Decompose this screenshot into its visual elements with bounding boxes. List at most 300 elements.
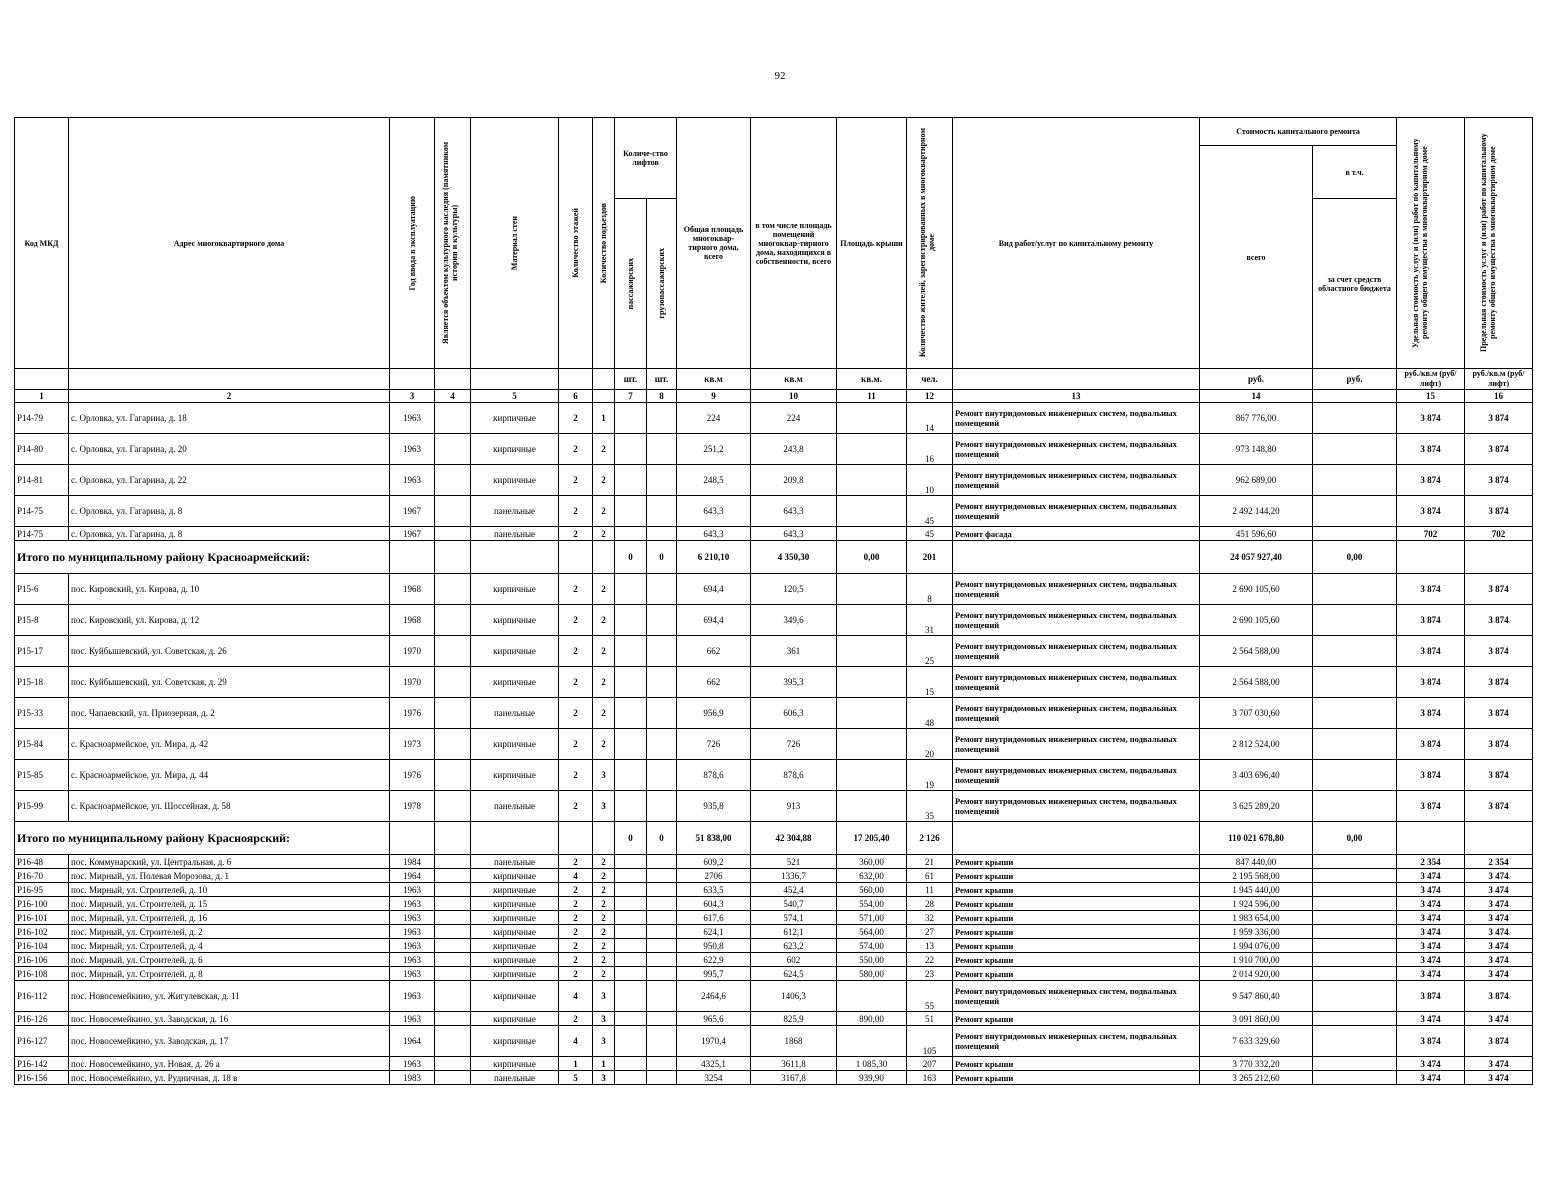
header-cost-regional: за счет средств областного бюджета (1313, 199, 1397, 369)
max-cost: 3 474 (1465, 967, 1533, 981)
heritage-cell (435, 981, 471, 1012)
column-number: 7 (615, 390, 647, 403)
residents: 23 (907, 967, 953, 981)
repair-cost: 3 625 289,20 (1200, 791, 1313, 822)
owned-area: 1336,7 (751, 869, 837, 883)
wall-material: кирпичные (471, 403, 559, 434)
floors: 2 (559, 925, 593, 939)
mkd-code: Р14-75 (15, 496, 69, 527)
unit-cost: 3 874 (1397, 434, 1465, 465)
table-row (15, 897, 1533, 911)
regional-cost (1313, 605, 1397, 636)
unit-cost: 3 474 (1397, 953, 1465, 967)
heritage-cell (435, 897, 471, 911)
max-cost: 3 874 (1465, 698, 1533, 729)
address: пос. Мирный, ул. Строителей, д. 8 (69, 967, 390, 981)
heritage-cell (435, 527, 471, 541)
floors: 2 (559, 403, 593, 434)
table-row (15, 698, 1533, 729)
total-regional-cost: 0,00 (1313, 541, 1397, 574)
max-cost: 3 474 (1465, 953, 1533, 967)
mkd-code: Р16-156 (15, 1071, 69, 1085)
roof-area (837, 729, 907, 760)
lifts-pass (615, 911, 647, 925)
roof-area (837, 981, 907, 1012)
address: с. Орловка, ул. Гагарина, д. 20 (69, 434, 390, 465)
empty-cell (471, 541, 559, 574)
work-type: Ремонт крыши (953, 897, 1200, 911)
lifts-pass (615, 925, 647, 939)
total-lifts-cargo: 0 (647, 541, 677, 574)
roof-area: 564,00 (837, 925, 907, 939)
header-work-type: Вид работ/услуг по капитальному ремонту (953, 118, 1200, 369)
floors: 2 (559, 496, 593, 527)
heritage-cell (435, 465, 471, 496)
header-lifts: Количе-ство лифтов (615, 118, 677, 199)
year-built: 1964 (390, 869, 435, 883)
lifts-cargo (647, 1012, 677, 1026)
entrances: 2 (593, 883, 615, 897)
column-number: 15 (1397, 390, 1465, 403)
wall-material: кирпичные (471, 574, 559, 605)
year-built: 1963 (390, 911, 435, 925)
residents: 207 (907, 1057, 953, 1071)
header-cost: Стоимость капитального ремонта (1200, 118, 1397, 146)
header-cost-incl: в т.ч. (1313, 146, 1397, 199)
wall-material: кирпичные (471, 434, 559, 465)
year-built: 1978 (390, 791, 435, 822)
regional-cost (1313, 953, 1397, 967)
lifts-cargo (647, 403, 677, 434)
unit-cost: 3 874 (1397, 496, 1465, 527)
owned-area: 624,5 (751, 967, 837, 981)
wall-material: кирпичные (471, 667, 559, 698)
work-type: Ремонт крыши (953, 869, 1200, 883)
owned-area: 1406,3 (751, 981, 837, 1012)
unit-people: чел. (907, 369, 953, 390)
total-area: 1970,4 (677, 1026, 751, 1057)
lifts-cargo (647, 911, 677, 925)
owned-area: 574,1 (751, 911, 837, 925)
roof-area: 550,00 (837, 953, 907, 967)
year-built: 1970 (390, 636, 435, 667)
empty-cell (435, 822, 471, 855)
column-number: 6 (559, 390, 593, 403)
heritage-cell (435, 760, 471, 791)
table-row (15, 605, 1533, 636)
mkd-code: Р16-108 (15, 967, 69, 981)
total-roof-area: 0,00 (837, 541, 907, 574)
total-residents: 2 126 (907, 822, 953, 855)
max-cost: 3 874 (1465, 434, 1533, 465)
residents: 15 (907, 667, 953, 698)
owned-area: 726 (751, 729, 837, 760)
entrances: 3 (593, 981, 615, 1012)
year-built: 1963 (390, 925, 435, 939)
unit-cost: 3 874 (1397, 403, 1465, 434)
repair-cost: 2 564 588,00 (1200, 636, 1313, 667)
column-number: 9 (677, 390, 751, 403)
roof-area: 360,00 (837, 855, 907, 869)
work-type: Ремонт внутридомовых инженерных систем, подвальных помещений (953, 981, 1200, 1012)
work-type: Ремонт внутридомовых инженерных систем, подвальных помещений (953, 403, 1200, 434)
total-cost: 24 057 927,40 (1200, 541, 1313, 574)
heritage-cell (435, 496, 471, 527)
lifts-cargo (647, 925, 677, 939)
owned-area: 612,1 (751, 925, 837, 939)
lifts-pass (615, 698, 647, 729)
year-built: 1963 (390, 967, 435, 981)
mkd-code: Р15-99 (15, 791, 69, 822)
year-built: 1967 (390, 527, 435, 541)
residents: 105 (907, 1026, 953, 1057)
regional-cost (1313, 869, 1397, 883)
address: пос. Мирный, ул. Строителей, д. 2 (69, 925, 390, 939)
max-cost: 3 874 (1465, 605, 1533, 636)
mkd-code: Р15-8 (15, 605, 69, 636)
unit-cost: 3 874 (1397, 698, 1465, 729)
repair-cost: 3 770 332,20 (1200, 1057, 1313, 1071)
lifts-cargo (647, 729, 677, 760)
owned-area: 361 (751, 636, 837, 667)
lifts-pass (615, 869, 647, 883)
repair-cost: 2 812 524,00 (1200, 729, 1313, 760)
work-type: Ремонт внутридомовых инженерных систем, подвальных помещений (953, 574, 1200, 605)
entrances: 3 (593, 1071, 615, 1085)
mkd-code: Р15-6 (15, 574, 69, 605)
column-number: 14 (1200, 390, 1313, 403)
owned-area: 395,3 (751, 667, 837, 698)
address: пос. Новосемейкино, ул. Заводская, д. 16 (69, 1012, 390, 1026)
roof-area: 571,00 (837, 911, 907, 925)
total-area: 662 (677, 667, 751, 698)
repair-cost: 2 690 105,60 (1200, 574, 1313, 605)
work-type: Ремонт крыши (953, 939, 1200, 953)
work-type: Ремонт крыши (953, 925, 1200, 939)
heritage-cell (435, 953, 471, 967)
capital-repair-table (14, 117, 1533, 1085)
regional-cost (1313, 698, 1397, 729)
floors: 2 (559, 939, 593, 953)
owned-area: 825,9 (751, 1012, 837, 1026)
floors: 2 (559, 667, 593, 698)
address: пос. Кировский, ул. Кирова, д. 12 (69, 605, 390, 636)
wall-material: кирпичные (471, 953, 559, 967)
empty-cell (1465, 541, 1533, 574)
floors: 2 (559, 855, 593, 869)
wall-material: панельные (471, 698, 559, 729)
lifts-pass (615, 883, 647, 897)
heritage-cell (435, 1012, 471, 1026)
unit-cost: 3 474 (1397, 1071, 1465, 1085)
work-type: Ремонт крыши (953, 1071, 1200, 1085)
total-regional-cost: 0,00 (1313, 822, 1397, 855)
table-row (15, 1057, 1533, 1071)
address: пос. Мирный, ул. Строителей, д. 15 (69, 897, 390, 911)
regional-cost (1313, 527, 1397, 541)
lifts-pass (615, 967, 647, 981)
floors: 4 (559, 981, 593, 1012)
address: с. Красноармейское, ул. Мира, д. 44 (69, 760, 390, 791)
header-max-cost: Предельная стоимость услуг и (или) работ по капитальному ремонту общего имущества в многоквартирном доме (1465, 118, 1533, 369)
empty-cell (559, 822, 593, 855)
header-lifts-cargo: грузопассажирских (647, 199, 677, 369)
column-number: 4 (435, 390, 471, 403)
regional-cost (1313, 897, 1397, 911)
repair-cost: 1 910 700,00 (1200, 953, 1313, 967)
mkd-code: Р16-142 (15, 1057, 69, 1071)
empty-cell (953, 822, 1200, 855)
entrances: 2 (593, 605, 615, 636)
floors: 2 (559, 527, 593, 541)
wall-material: кирпичные (471, 1057, 559, 1071)
mkd-code: Р15-84 (15, 729, 69, 760)
max-cost: 3 474 (1465, 939, 1533, 953)
heritage-cell (435, 855, 471, 869)
header-heritage: Является объектом культурного наследия (памятником истории и культуры) (435, 118, 471, 369)
regional-cost (1313, 667, 1397, 698)
heritage-cell (435, 667, 471, 698)
column-number: 10 (751, 390, 837, 403)
address: пос. Куйбышевский, ул. Советская, д. 26 (69, 636, 390, 667)
header-total-area: Общая площадь многоквар-тирного дома, всего (677, 118, 751, 369)
total-area: 694,4 (677, 605, 751, 636)
unit-cost: 3 874 (1397, 636, 1465, 667)
regional-cost (1313, 1026, 1397, 1057)
page-number: 92 (774, 70, 786, 82)
regional-cost (1313, 574, 1397, 605)
address: пос. Коммунарский, ул. Центральная, д. 6 (69, 855, 390, 869)
year-built: 1963 (390, 953, 435, 967)
year-built: 1983 (390, 1071, 435, 1085)
wall-material: кирпичные (471, 605, 559, 636)
roof-area (837, 636, 907, 667)
residents: 25 (907, 636, 953, 667)
residents: 45 (907, 527, 953, 541)
lifts-cargo (647, 605, 677, 636)
unit-sqm: кв.м (677, 369, 751, 390)
total-area: 51 838,00 (677, 822, 751, 855)
total-area: 965,6 (677, 1012, 751, 1026)
total-area: 935,8 (677, 791, 751, 822)
heritage-cell (435, 1057, 471, 1071)
repair-cost: 1 945 440,00 (1200, 883, 1313, 897)
floors: 2 (559, 911, 593, 925)
address: пос. Новосемейкино, ул. Жигулевская, д. 11 (69, 981, 390, 1012)
header-code: Код МКД (15, 118, 69, 369)
address: пос. Мирный, ул. Строителей, д. 6 (69, 953, 390, 967)
year-built: 1963 (390, 883, 435, 897)
lifts-pass (615, 527, 647, 541)
repair-cost: 973 148,80 (1200, 434, 1313, 465)
table-row (15, 465, 1533, 496)
owned-area: 913 (751, 791, 837, 822)
total-roof-area: 17 205,40 (837, 822, 907, 855)
floors: 2 (559, 605, 593, 636)
owned-area: 602 (751, 953, 837, 967)
total-area: 694,4 (677, 574, 751, 605)
work-type: Ремонт внутридомовых инженерных систем, подвальных помещений (953, 698, 1200, 729)
max-cost: 3 474 (1465, 897, 1533, 911)
floors: 1 (559, 1057, 593, 1071)
work-type: Ремонт крыши (953, 1012, 1200, 1026)
regional-cost (1313, 729, 1397, 760)
address: пос. Мирный, ул. Строителей, д. 16 (69, 911, 390, 925)
column-number: 2 (69, 390, 390, 403)
mkd-code: Р14-75 (15, 527, 69, 541)
column-number: 13 (953, 390, 1200, 403)
entrances: 2 (593, 939, 615, 953)
address: пос. Новосемейкино, ул. Заводская, д. 17 (69, 1026, 390, 1057)
mkd-code: Р16-48 (15, 855, 69, 869)
column-number: 8 (647, 390, 677, 403)
lifts-pass (615, 434, 647, 465)
total-residents: 201 (907, 541, 953, 574)
regional-cost (1313, 465, 1397, 496)
header-cost-total: всего (1200, 146, 1313, 369)
table-row (15, 791, 1533, 822)
unit-cost: 3 874 (1397, 791, 1465, 822)
table-row (15, 403, 1533, 434)
wall-material: кирпичные (471, 897, 559, 911)
column-number: 1 (15, 390, 69, 403)
residents: 61 (907, 869, 953, 883)
entrances: 2 (593, 869, 615, 883)
table-row (15, 729, 1533, 760)
total-row (15, 541, 1533, 574)
year-built: 1967 (390, 496, 435, 527)
table-row (15, 925, 1533, 939)
work-type: Ремонт крыши (953, 883, 1200, 897)
table-row (15, 869, 1533, 883)
floors: 4 (559, 1026, 593, 1057)
column-number: 3 (390, 390, 435, 403)
lifts-cargo (647, 1057, 677, 1071)
total-area: 622,9 (677, 953, 751, 967)
unit-sqm: кв.м. (837, 369, 907, 390)
heritage-cell (435, 434, 471, 465)
lifts-pass (615, 1026, 647, 1057)
total-area: 878,6 (677, 760, 751, 791)
roof-area: 554,00 (837, 897, 907, 911)
mkd-code: Р16-101 (15, 911, 69, 925)
total-owned-area: 4 350,30 (751, 541, 837, 574)
lifts-pass (615, 1071, 647, 1085)
max-cost: 3 874 (1465, 729, 1533, 760)
repair-cost: 2 492 144,20 (1200, 496, 1313, 527)
repair-cost: 2 014 920,00 (1200, 967, 1313, 981)
unit-cost: 3 874 (1397, 465, 1465, 496)
lifts-cargo (647, 527, 677, 541)
regional-cost (1313, 939, 1397, 953)
entrances: 2 (593, 698, 615, 729)
repair-cost: 1 983 654,00 (1200, 911, 1313, 925)
residents: 14 (907, 403, 953, 434)
residents: 32 (907, 911, 953, 925)
unit-cost: 3 874 (1397, 667, 1465, 698)
owned-area: 209,8 (751, 465, 837, 496)
floors: 2 (559, 729, 593, 760)
regional-cost (1313, 883, 1397, 897)
roof-area (837, 605, 907, 636)
entrances: 2 (593, 953, 615, 967)
repair-cost: 3 707 030,60 (1200, 698, 1313, 729)
owned-area: 1868 (751, 1026, 837, 1057)
wall-material: панельные (471, 791, 559, 822)
work-type: Ремонт внутридомовых инженерных систем, подвальных помещений (953, 434, 1200, 465)
wall-material: кирпичные (471, 925, 559, 939)
lifts-pass (615, 939, 647, 953)
wall-material: кирпичные (471, 636, 559, 667)
unit-cost: 3 874 (1397, 760, 1465, 791)
total-area: 956,9 (677, 698, 751, 729)
floors: 2 (559, 953, 593, 967)
header-floors: Количество этажей (559, 118, 593, 369)
owned-area: 606,3 (751, 698, 837, 729)
regional-cost (1313, 981, 1397, 1012)
roof-area (837, 791, 907, 822)
residents: 16 (907, 434, 953, 465)
heritage-cell (435, 967, 471, 981)
regional-cost (1313, 855, 1397, 869)
lifts-cargo (647, 574, 677, 605)
residents: 11 (907, 883, 953, 897)
max-cost: 3 874 (1465, 465, 1533, 496)
regional-cost (1313, 496, 1397, 527)
entrances: 1 (593, 1057, 615, 1071)
wall-material: кирпичные (471, 967, 559, 981)
heritage-cell (435, 729, 471, 760)
unit-rate: руб./кв.м (руб/лифт) (1465, 369, 1533, 390)
address: пос. Кировский, ул. Кирова, д. 10 (69, 574, 390, 605)
max-cost: 3 874 (1465, 1026, 1533, 1057)
total-row (15, 822, 1533, 855)
entrances: 2 (593, 527, 615, 541)
total-lifts-pass: 0 (615, 822, 647, 855)
floors: 2 (559, 760, 593, 791)
lifts-cargo (647, 855, 677, 869)
max-cost: 3 474 (1465, 911, 1533, 925)
total-area: 662 (677, 636, 751, 667)
total-area: 604,3 (677, 897, 751, 911)
column-number (1313, 390, 1397, 403)
entrances: 3 (593, 760, 615, 791)
mkd-code: Р14-81 (15, 465, 69, 496)
heritage-cell (435, 698, 471, 729)
total-area: 726 (677, 729, 751, 760)
lifts-cargo (647, 698, 677, 729)
owned-area: 623,2 (751, 939, 837, 953)
unit-rub: руб. (1200, 369, 1313, 390)
max-cost: 702 (1465, 527, 1533, 541)
total-lifts-cargo: 0 (647, 822, 677, 855)
roof-area (837, 465, 907, 496)
entrances: 2 (593, 729, 615, 760)
year-built: 1976 (390, 698, 435, 729)
roof-area: 574,00 (837, 939, 907, 953)
lifts-cargo (647, 981, 677, 1012)
lifts-cargo (647, 1071, 677, 1085)
entrances: 3 (593, 791, 615, 822)
total-area: 643,3 (677, 496, 751, 527)
year-built: 1963 (390, 403, 435, 434)
owned-area: 3167,8 (751, 1071, 837, 1085)
header-roof-area: Площадь крыши (837, 118, 907, 369)
total-area: 2706 (677, 869, 751, 883)
unit-cost: 3 874 (1397, 574, 1465, 605)
owned-area: 224 (751, 403, 837, 434)
total-area: 4325,1 (677, 1057, 751, 1071)
